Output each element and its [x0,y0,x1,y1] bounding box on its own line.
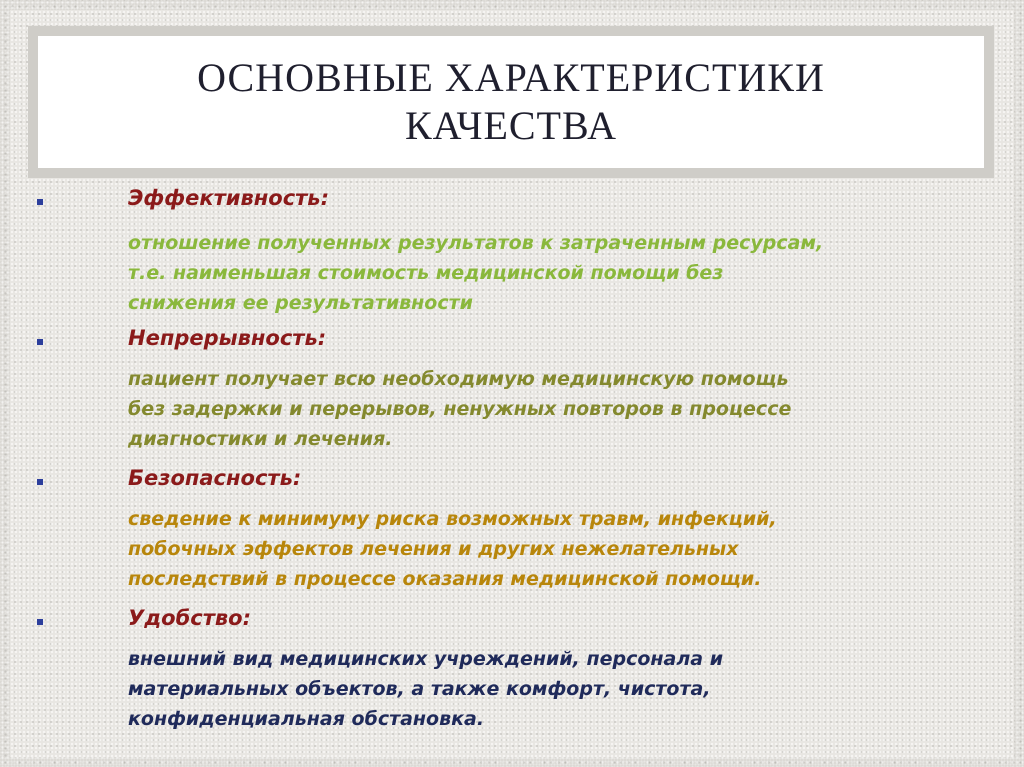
description-line: побочных эффектов лечения и других нежелательных [128,538,739,560]
description-line: последствий в процессе оказания медицинской помощи. [128,568,762,590]
slide-title-line-2: КАЧЕСТВА [404,103,618,148]
bullet-icon [37,619,43,625]
slide-title-line-1: ОСНОВНЫЕ ХАРАКТЕРИСТИКИ [197,55,825,100]
description-line: пациент получает всю необходимую медицинскую помощь [128,368,789,390]
item-description [128,504,777,594]
item-heading: Безопасность: [128,466,302,490]
description-line: отношение полученных результатов к затраченным ресурсам, [128,232,824,254]
description-line: внешний вид медицинских учреждений, персонала и [128,648,724,670]
description-line: без задержки и перерывов, ненужных повторов в процессе [128,398,792,420]
bullet-icon [37,199,43,205]
bullet-icon [37,339,43,345]
item-description [128,228,823,318]
item-heading: Удобство: [128,606,251,630]
description-line: т.е. наименьшая стоимость медицинской помощи без [128,262,724,284]
item-description [128,644,723,734]
title-box [38,36,984,168]
title-frame [28,26,994,178]
bullet-icon [37,479,43,485]
description-line: снижения ее результативности [128,292,473,314]
description-line: сведение к минимуму риска возможных травм, инфекций, [128,508,777,530]
description-line: материальных объектов, а также комфорт, чистота, [128,678,711,700]
item-heading: Непрерывность: [128,326,327,350]
item-description [128,364,791,454]
description-line: конфиденциальная обстановка. [128,708,485,730]
description-line: диагностики и лечения. [128,428,393,450]
item-heading: Эффективность: [128,186,329,210]
